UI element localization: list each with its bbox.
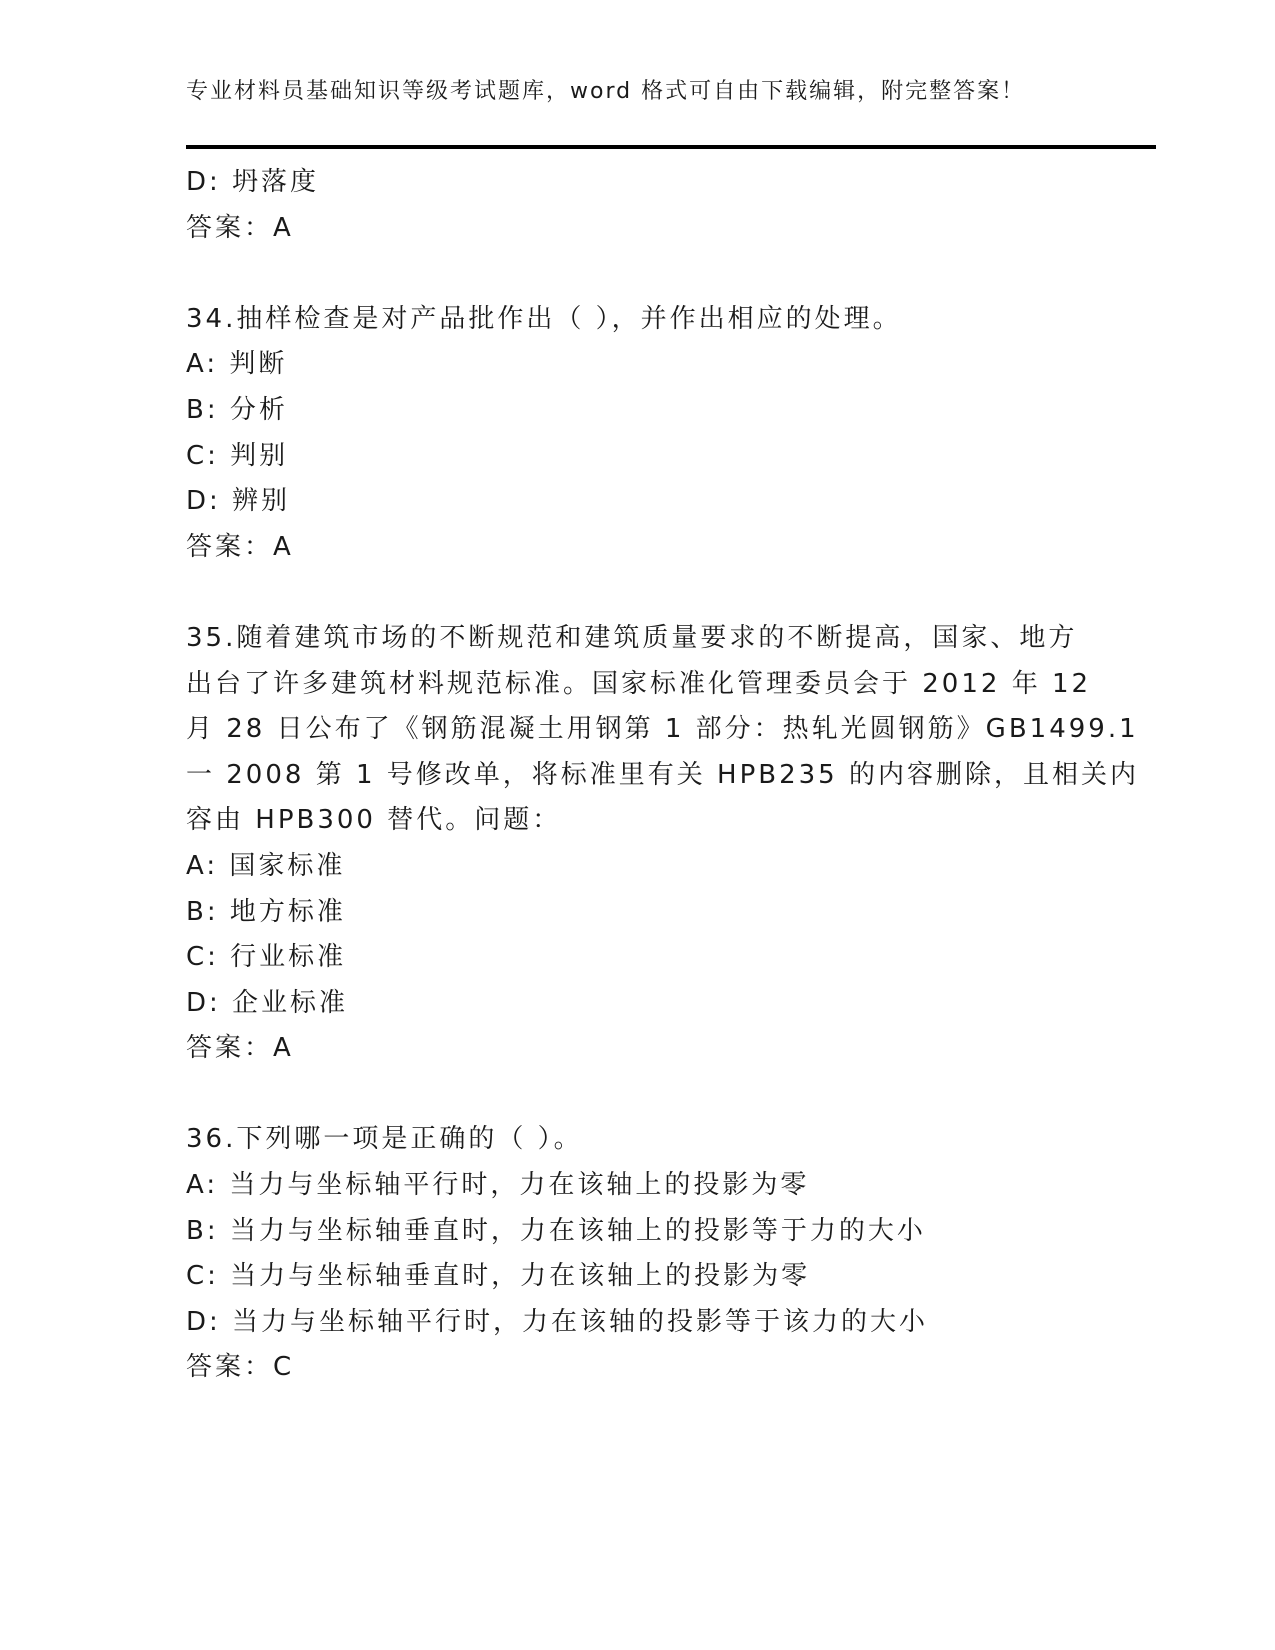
option-a: A: 国家标准 bbox=[186, 850, 346, 881]
question-stem-line: 月 28 日公布了《钢筋混凝土用钢第 1 部分：热轧光圆钢筋》GB1499.1 bbox=[186, 714, 1139, 745]
option-a: A: 当力与坐标轴平行时，力在该轴上的投影为零 bbox=[186, 1170, 810, 1201]
question-stem-line: 容由 HPB300 替代。问题： bbox=[186, 805, 562, 836]
question-stem-line: 一 2008 第 1 号修改单，将标准里有关 HPB235 的内容删除，且相关内 bbox=[186, 759, 1139, 790]
option-c: C: 当力与坐标轴垂直时，力在该轴上的投影为零 bbox=[186, 1261, 811, 1292]
question-stem-line: 出台了许多建筑材料规范标准。国家标准化管理委员会于 2012 年 12 bbox=[186, 668, 1092, 699]
option-d: D: 当力与坐标轴平行时，力在该轴的投影等于该力的大小 bbox=[186, 1306, 929, 1337]
answer-line: 答案：A bbox=[186, 1033, 294, 1064]
option-b: B: 分析 bbox=[186, 394, 288, 425]
option-b: B: 当力与坐标轴垂直时，力在该轴上的投影等于力的大小 bbox=[186, 1215, 926, 1246]
question-stem-line: 35.随着建筑市场的不断规范和建筑质量要求的不断提高，国家、地方 bbox=[186, 622, 1078, 653]
header-divider bbox=[186, 145, 1156, 149]
spacer bbox=[186, 570, 1086, 616]
spacer bbox=[186, 251, 1086, 297]
option-d: D: 辨别 bbox=[186, 486, 291, 517]
option-c: C: 判别 bbox=[186, 440, 289, 471]
page-header-text: 专业材料员基础知识等级考试题库，word 格式可自由下载编辑，附完整答案！ bbox=[186, 79, 1026, 104]
answer-line: 答案：A bbox=[186, 531, 294, 562]
answer-line: 答案：A bbox=[186, 212, 294, 243]
document-body bbox=[186, 160, 1139, 1391]
answer-line: 答案：C bbox=[186, 1352, 295, 1383]
question-stem: 36.下列哪一项是正确的（ ）。 bbox=[186, 1124, 583, 1155]
option-c: C: 行业标准 bbox=[186, 942, 347, 973]
option-d: D: 企业标准 bbox=[186, 987, 349, 1018]
spacer bbox=[186, 1072, 1086, 1118]
question-stem: 34.抽样检查是对产品批作出（ ），并作出相应的处理。 bbox=[186, 303, 902, 334]
option-a: A: 判断 bbox=[186, 349, 288, 380]
option-b: B: 地方标准 bbox=[186, 896, 346, 927]
option-d: D: 坍落度 bbox=[186, 167, 320, 197]
